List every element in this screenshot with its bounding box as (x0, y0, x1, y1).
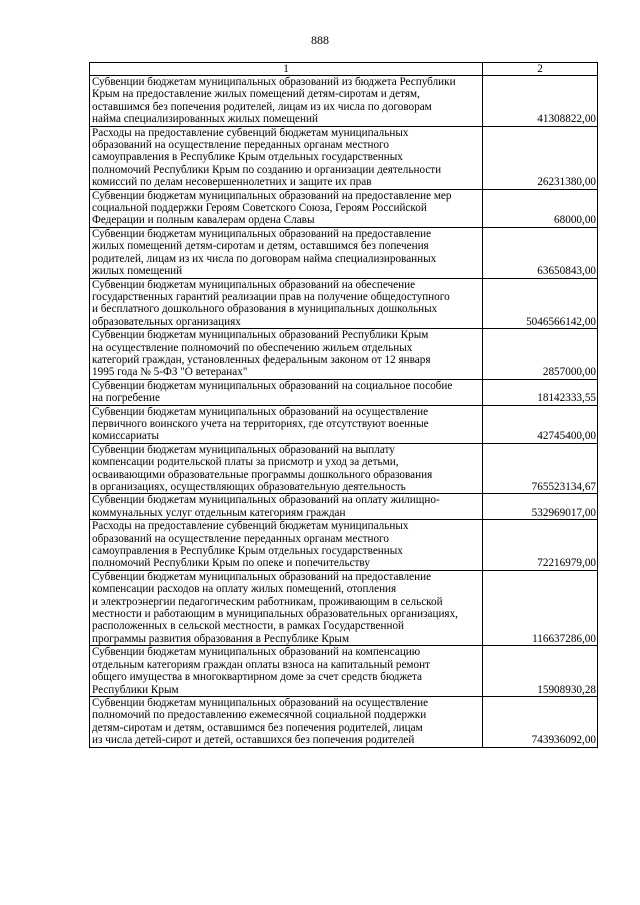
column-header-description: 1 (90, 63, 483, 76)
row-amount: 41308822,00 (483, 76, 598, 127)
row-description: Субвенции бюджетам муниципальных образований на предоставление компенсации расходов на оплату жилых помещений, отопления и электроэнергии педагогическим работникам, проживающим в сельской местности и работающим в муниципальных образовательных организациях, расположенных в сельской местности, в рамках Государственной программы развития образования в Республике Крым (90, 570, 483, 645)
row-amount: 5046566142,00 (483, 278, 598, 329)
row-amount: 72216979,00 (483, 520, 598, 571)
row-amount: 18142333,55 (483, 379, 598, 405)
table-row (90, 76, 598, 127)
row-description: Субвенции бюджетам муниципальных образований на предоставление мер социальной поддержки Героям Советского Союза, Героям Российской Федерации и полным кавалерам ордена Славы (90, 189, 483, 227)
row-description: Субвенции бюджетам муниципальных образований из бюджета Республики Крым на предоставление жилых помещений детям-сиротам и детям, оставшимся без попечения родителей, лицам из их числа по договорам найма специализированных жилых помещений (90, 76, 483, 127)
table-row (90, 646, 598, 697)
row-amount: 116637286,00 (483, 570, 598, 645)
budget-table (89, 62, 598, 748)
row-description: Субвенции бюджетам муниципальных образований на осуществление первичного воинского учета на территориях, где отсутствуют военные комиссариаты (90, 405, 483, 443)
column-header-amount: 2 (483, 63, 598, 76)
row-description: Расходы на предоставление субвенций бюджетам муниципальных образований на осуществление переданных органам местного самоуправления в Республике Крым отдельных государственных полномочий Республики Крым по созданию и организации деятельности комиссий по делам несовершеннолетних и защите их прав (90, 126, 483, 189)
table-row (90, 278, 598, 329)
table-row (90, 227, 598, 278)
table-row (90, 405, 598, 443)
table-row (90, 189, 598, 227)
row-amount: 63650843,00 (483, 227, 598, 278)
table-row (90, 570, 598, 645)
row-description: Субвенции бюджетам муниципальных образований на выплату компенсации родительской платы за присмотр и уход за детьми, осваивающими образовательные программы дошкольного образования в организациях, осуществляющих образовательную деятельность (90, 443, 483, 494)
row-description: Субвенции бюджетам муниципальных образований на предоставление жилых помещений детям-сиротам и детям, оставшимся без попечения родителей, лицам из их числа по договорам найма специализированных жилых помещений (90, 227, 483, 278)
table-row (90, 379, 598, 405)
row-description: Субвенции бюджетам муниципальных образований на оплату жилищно- коммунальных услуг отдельным категориям граждан (90, 494, 483, 520)
row-amount: 532969017,00 (483, 494, 598, 520)
table-row (90, 126, 598, 189)
page-number: 888 (311, 33, 329, 47)
row-description: Субвенции бюджетам муниципальных образований Республики Крым на осуществление полномочий по обеспечению жильем отдельных категорий граждан, установленных федеральным законом от 12 января 1995 года № 5-ФЗ "О ветеранах" (90, 329, 483, 380)
row-amount: 15908930,28 (483, 646, 598, 697)
row-amount: 42745400,00 (483, 405, 598, 443)
row-amount: 2857000,00 (483, 329, 598, 380)
row-amount: 26231380,00 (483, 126, 598, 189)
row-amount: 765523134,67 (483, 443, 598, 494)
row-description: Расходы на предоставление субвенций бюджетам муниципальных образований на осуществление переданных органам местного самоуправления в Республике Крым отдельных государственных полномочий Республики Крым по опеке и попечительству (90, 520, 483, 571)
row-description: Субвенции бюджетам муниципальных образований на социальное пособие на погребение (90, 379, 483, 405)
row-description: Субвенции бюджетам муниципальных образований на компенсацию отдельным категориям граждан оплаты взноса на капитальный ремонт общего имущества в многоквартирном доме за счет средств бюджета Республики Крым (90, 646, 483, 697)
table-row (90, 443, 598, 494)
row-amount: 68000,00 (483, 189, 598, 227)
table-row (90, 696, 598, 747)
table-row (90, 494, 598, 520)
table-row (90, 329, 598, 380)
row-description: Субвенции бюджетам муниципальных образований на осуществление полномочий по предоставлению ежемесячной социальной поддержки детям-сиротам и детям, оставшимся без попечения родителей, лицам из числа детей-сирот и детей, оставшихся без попечения родителей (90, 696, 483, 747)
row-description: Субвенции бюджетам муниципальных образований на обеспечение государственных гарантий реализации прав на получение общедоступного и бесплатного дошкольного образования в муниципальных дошкольных образовательных организациях (90, 278, 483, 329)
row-amount: 743936092,00 (483, 696, 598, 747)
table-row (90, 520, 598, 571)
table-header-row (90, 63, 598, 76)
